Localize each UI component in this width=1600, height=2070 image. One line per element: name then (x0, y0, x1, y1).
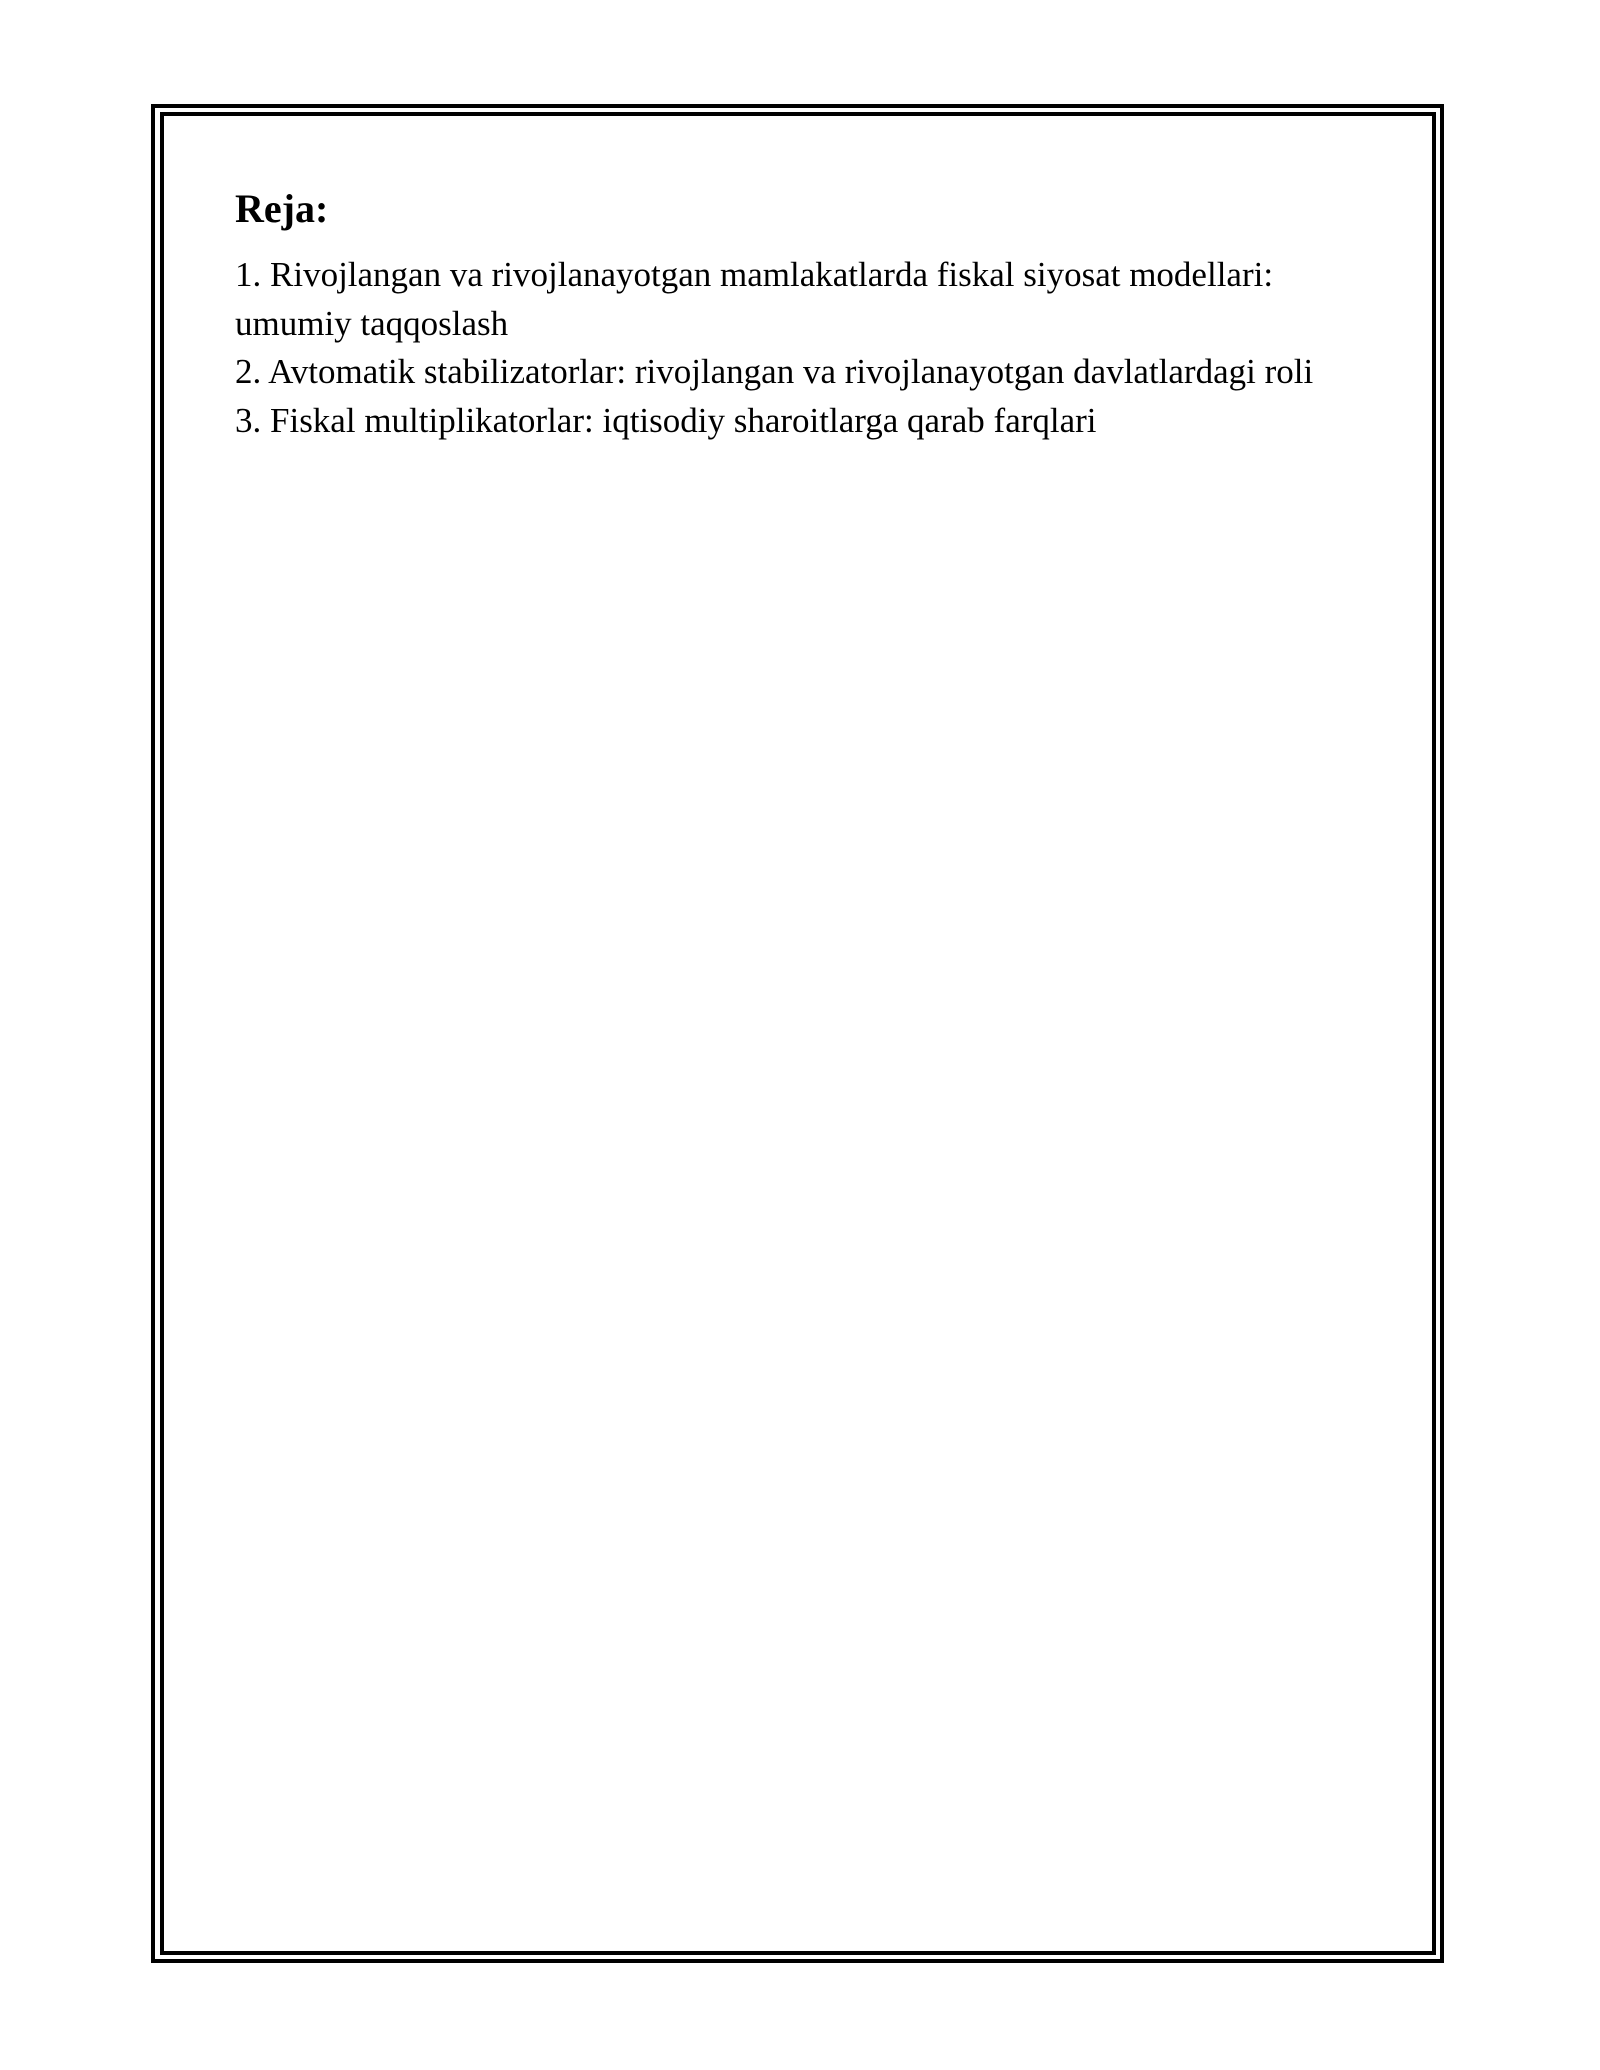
plan-item-1: 1. Rivojlangan va rivojlanayotgan mamlakatlarda fiskal siyosat modellari: umumiy taqqoslash (235, 255, 1274, 343)
plan-item-2: 2. Avtomatik stabilizatorlar: rivojlangan va rivojlanayotgan davlatlardagi roli (235, 352, 1314, 391)
plan-item-3: 3. Fiskal multiplikatorlar: iqtisodiy sharoitlarga qarab farqlari (235, 400, 1097, 440)
plan-list (235, 251, 1355, 445)
page-content (235, 185, 1355, 445)
plan-heading: Reja: (235, 186, 329, 231)
